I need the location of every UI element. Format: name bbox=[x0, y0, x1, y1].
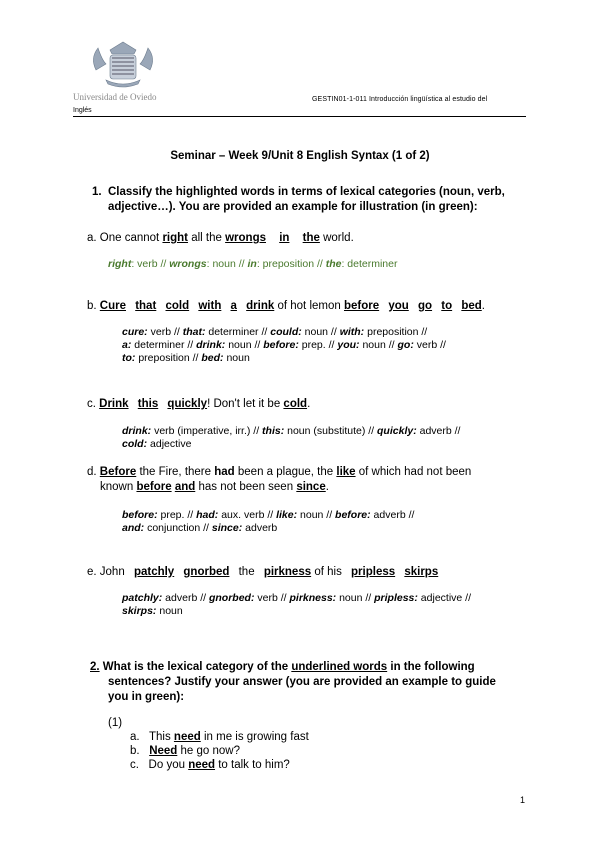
answer-value: adverb bbox=[242, 522, 278, 534]
item-b-sentence bbox=[87, 299, 485, 313]
answer-key: and: bbox=[122, 522, 145, 534]
answer-key: gnorbed: bbox=[208, 592, 255, 604]
item-c-answer-line-1 bbox=[122, 425, 460, 438]
highlighted-word: this bbox=[137, 398, 159, 410]
sentence-text: world. bbox=[323, 232, 354, 244]
highlighted-word: Need bbox=[149, 745, 178, 757]
highlighted-word: like bbox=[336, 466, 356, 478]
highlighted-word: you bbox=[388, 300, 409, 312]
answer-key: patchly: bbox=[122, 592, 163, 604]
question-underlined-text: underlined words bbox=[291, 661, 388, 673]
highlighted-word: before bbox=[136, 481, 172, 493]
answer-value: prep. // bbox=[157, 509, 197, 521]
highlighted-word: need bbox=[173, 731, 201, 743]
answer-value: noun // bbox=[297, 509, 336, 521]
answer-key: skirps: bbox=[122, 605, 157, 617]
question-text: What is the lexical category of the bbox=[102, 661, 289, 673]
item-d-label: d. bbox=[87, 466, 97, 478]
page-number: 1 bbox=[520, 795, 526, 805]
sentence-text: . bbox=[325, 481, 329, 493]
highlighted-word: bed bbox=[461, 300, 482, 312]
answer-value: preposition // bbox=[135, 352, 202, 364]
answer-value: adverb // bbox=[370, 509, 415, 521]
course-language: Inglés bbox=[73, 107, 92, 114]
highlighted-word: Cure bbox=[99, 300, 126, 312]
item-d-answer-line-2 bbox=[122, 522, 277, 535]
answer-value: noun // bbox=[301, 326, 340, 338]
answer-key: a: bbox=[122, 339, 132, 351]
page-title: Seminar – Week 9/Unit 8 English Syntax (1 of 2) bbox=[170, 150, 430, 162]
highlighted-word: the bbox=[302, 232, 320, 244]
example-item-label: c. bbox=[130, 759, 139, 771]
sentence-text: ! Don't let it be bbox=[207, 398, 281, 410]
highlighted-word: before bbox=[343, 300, 380, 312]
highlighted-word: Drink bbox=[99, 398, 129, 410]
question-1-number: 1. bbox=[92, 186, 102, 198]
question-text: in the following bbox=[390, 661, 475, 673]
item-e-answer-line-1 bbox=[122, 592, 471, 605]
header-divider bbox=[73, 116, 526, 117]
item-b-answer-line-3 bbox=[122, 352, 250, 365]
answer-value: preposition // bbox=[364, 326, 428, 338]
example-1a bbox=[130, 730, 309, 744]
item-e-sentence bbox=[87, 565, 438, 579]
answer-value: verb // bbox=[147, 326, 183, 338]
highlighted-word: to bbox=[441, 300, 453, 312]
answer-key: you: bbox=[337, 339, 360, 351]
answer-key: in bbox=[247, 258, 257, 270]
sentence-text: all the bbox=[191, 232, 222, 244]
answer-value: conjunction // bbox=[144, 522, 212, 534]
answer-value: verb // bbox=[254, 592, 290, 604]
answer-key: like: bbox=[276, 509, 298, 521]
highlighted-word: pripless bbox=[351, 566, 396, 578]
answer-value: : verb // bbox=[131, 258, 167, 270]
sentence-text: of his bbox=[314, 566, 342, 578]
answer-key: cold: bbox=[122, 438, 148, 450]
answer-value: adverb // bbox=[162, 592, 209, 604]
sentence-text: has not been seen bbox=[198, 481, 294, 493]
answer-value: determiner // bbox=[131, 339, 197, 351]
answer-value: noun bbox=[156, 605, 183, 617]
answer-key: before: bbox=[335, 509, 371, 521]
highlighted-word: and bbox=[174, 481, 196, 493]
sentence-text: Do you bbox=[148, 759, 185, 771]
answer-key: drink: bbox=[122, 425, 152, 437]
answer-key: the bbox=[325, 258, 342, 270]
answer-value: adverb // bbox=[416, 425, 461, 437]
item-e-answer-line-2 bbox=[122, 605, 183, 618]
answer-value: verb (imperative, irr.) // bbox=[151, 425, 263, 437]
answer-key: go: bbox=[397, 339, 414, 351]
answer-key: quickly: bbox=[377, 425, 417, 437]
item-c-sentence bbox=[87, 397, 310, 411]
highlighted-word: skirps bbox=[404, 566, 439, 578]
item-b-answer-line-2 bbox=[122, 339, 446, 352]
answer-value: noun bbox=[223, 352, 250, 364]
highlighted-word: with bbox=[198, 300, 222, 312]
item-a-sentence bbox=[87, 231, 354, 245]
item-a-label: a. One cannot bbox=[87, 232, 160, 244]
highlighted-word: had bbox=[214, 466, 235, 478]
answer-key: pirkness: bbox=[289, 592, 337, 604]
answer-key: could: bbox=[270, 326, 302, 338]
answer-value: adjective bbox=[147, 438, 192, 450]
item-c-label: c. bbox=[87, 398, 96, 410]
question-2-line-2: sentences? Justify your answer (you are provided an example to guide bbox=[108, 676, 496, 688]
item-b-label: b. bbox=[87, 300, 97, 312]
item-d-sentence-line-2 bbox=[100, 480, 329, 494]
example-item-label: b. bbox=[130, 745, 140, 757]
answer-value: : noun // bbox=[206, 258, 245, 270]
highlighted-word: in bbox=[279, 232, 290, 244]
answer-value: noun // bbox=[359, 339, 398, 351]
highlighted-word: right bbox=[162, 232, 189, 244]
example-1b bbox=[130, 744, 240, 758]
answer-key: this: bbox=[262, 425, 285, 437]
highlighted-word: patchly bbox=[133, 566, 175, 578]
university-name: Universidad de Oviedo bbox=[73, 92, 157, 102]
item-e-label: e. John bbox=[87, 566, 125, 578]
sentence-text: This bbox=[148, 731, 171, 743]
answer-value: : preposition // bbox=[256, 258, 323, 270]
sentence-text: in me is growing fast bbox=[203, 731, 309, 743]
sentence-text: of hot lemon bbox=[277, 300, 341, 312]
answer-value: adjective // bbox=[417, 592, 472, 604]
highlighted-word: Before bbox=[99, 466, 137, 478]
answer-key: wrongs bbox=[169, 258, 207, 270]
answer-key: before: bbox=[263, 339, 299, 351]
question-2-number: 2. bbox=[90, 661, 100, 673]
question-2-line-1 bbox=[90, 660, 475, 675]
answer-value: : determiner bbox=[341, 258, 398, 270]
highlighted-word: gnorbed bbox=[183, 566, 230, 578]
sentence-text: . bbox=[307, 398, 311, 410]
highlighted-word: pirkness bbox=[263, 566, 312, 578]
answer-key: drink: bbox=[196, 339, 226, 351]
highlighted-word: need bbox=[188, 759, 216, 771]
sentence-text: been a plague, the bbox=[237, 466, 334, 478]
item-d-sentence-line-1 bbox=[87, 465, 471, 479]
question-1-line-1: Classify the highlighted words in terms of lexical categories (noun, verb, bbox=[108, 186, 505, 198]
answer-value: verb // bbox=[413, 339, 446, 351]
item-a-answer bbox=[108, 258, 397, 271]
university-logo bbox=[88, 40, 158, 90]
item-b-answer-line-1 bbox=[122, 326, 427, 339]
sentence-text: the bbox=[238, 566, 255, 578]
example-1-label: (1) bbox=[108, 717, 123, 729]
highlighted-word: cold bbox=[283, 398, 308, 410]
answer-key: cure: bbox=[122, 326, 148, 338]
highlighted-word: that bbox=[135, 300, 157, 312]
answer-value: determiner // bbox=[205, 326, 271, 338]
sentence-text: to talk to him? bbox=[218, 759, 290, 771]
highlighted-word: drink bbox=[246, 300, 275, 312]
highlighted-word: a bbox=[230, 300, 237, 312]
answer-key: since: bbox=[211, 522, 243, 534]
item-c-answer-line-2 bbox=[122, 438, 191, 451]
answer-value: noun (substitute) // bbox=[284, 425, 378, 437]
course-code: GESTIN01-1-011 Introducción lingüística al estudio del bbox=[312, 96, 488, 103]
highlighted-word: cold bbox=[165, 300, 190, 312]
sentence-text: the Fire, there bbox=[139, 466, 212, 478]
question-1-line-2: adjective…). You are provided an example for illustration (in green): bbox=[108, 201, 478, 213]
question-2-line-3: you in green): bbox=[108, 691, 185, 703]
answer-value: noun // bbox=[336, 592, 375, 604]
answer-value: aux. verb // bbox=[218, 509, 277, 521]
highlighted-word: quickly bbox=[167, 398, 208, 410]
example-1c bbox=[130, 758, 290, 772]
answer-key: before: bbox=[122, 509, 158, 521]
answer-key: had: bbox=[196, 509, 219, 521]
highlighted-word: wrongs bbox=[225, 232, 266, 244]
highlighted-word: go bbox=[418, 300, 433, 312]
answer-key: right bbox=[108, 258, 132, 270]
answer-value: noun // bbox=[225, 339, 264, 351]
example-item-label: a. bbox=[130, 731, 140, 743]
answer-value: prep. // bbox=[298, 339, 338, 351]
sentence-text: . bbox=[481, 300, 485, 312]
answer-key: that: bbox=[182, 326, 206, 338]
answer-key: to: bbox=[122, 352, 136, 364]
answer-key: pripless: bbox=[374, 592, 418, 604]
answer-key: with: bbox=[339, 326, 365, 338]
highlighted-word: since bbox=[296, 481, 326, 493]
answer-key: bed: bbox=[201, 352, 224, 364]
item-d-answer-line-1 bbox=[122, 509, 414, 522]
sentence-text: he go now? bbox=[180, 745, 240, 757]
sentence-text: of which had not been bbox=[358, 466, 472, 478]
sentence-text: known bbox=[100, 481, 134, 493]
